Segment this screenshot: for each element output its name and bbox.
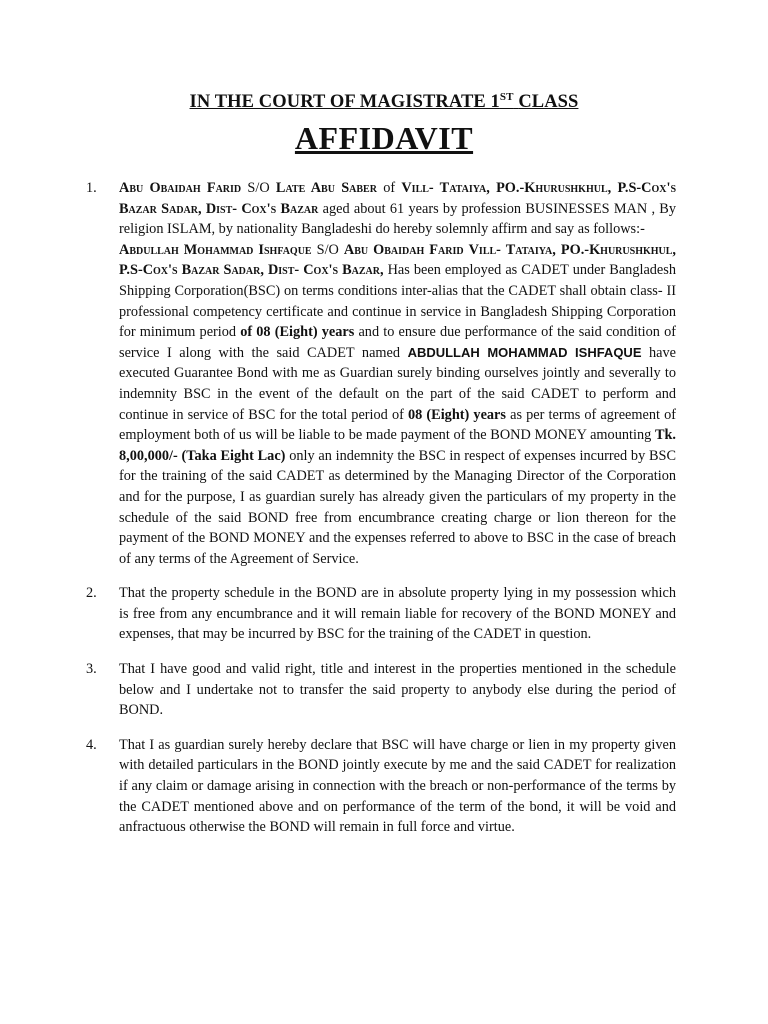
cadet-name-caps: ABDULLAH MOHAMMAD ISHFAQUE: [407, 344, 642, 360]
affidavit-list: [86, 178, 676, 838]
deponent-address: Vill- Tataiya, PO.-Khurushkhul, P.S-Cox's Bazar Sadar, Dist- Cox's Bazar: [119, 180, 677, 217]
list-item: [86, 178, 676, 569]
deponent-father: Late Abu Saber: [275, 180, 377, 196]
item-number: 1.: [86, 180, 97, 196]
item-text: That I as guardian surely hereby declare that BSC will have charge or lien in my property given with detailed particulars in the BOND jointly execute by me and the said CADET for realization if any claim or damage arising in connection with the breach or non-performance of the terms by the CADET mentioned above and on performance of the term of the bond, it will be void and anfractuous otherwise the BOND will remain in full force and virtue.: [119, 736, 676, 836]
cadet-paragraph: Abdullah Mohammad Ishfaque S/O Abu Obaidah Farid Vill- Tataiya, PO.-Khurushkhul, P.S-Cox's Bazar Sadar, Dist- Cox's Bazar, Has been employed as CADET under Bangladesh Shipping Corporation(BSC) on terms conditions inter-alias that the CADET shall obtain class- II professional competency certificate and continue in service in Bangladesh Shipping Corporation for minimum period of 08 (Eight) years and to ensure due performance of the said condition of service I along with the said CADET named ABDULLAH MOHAMMAD ISHFAQUE have executed Guarantee Bond with me as Guardian surely binding ourselves jointly and severally to indemnity BSC in the event of the default on the part of the said CADET to perform and continue in service of BSC for the total period of 08 (Eight) years as per terms of agreement of employment both of us will be liable to be made payment of the BOND MONEY amounting Tk. 8,00,000/- (Taka Eight Lac) only an indemnity the BSC in respect of expenses incurred by BSC for the training of the said CADET as determined by the Managing Director of the Corporation and for the purpose, I as guardian surely has already given the particulars of my property in the schedule of the said BOND free from encumbrance creating charge or lion thereon for the payment of the BOND MONEY and the expenses referred to above to BSC in the case of breach of any terms of the Agreement of Service.: [119, 241, 677, 567]
deponent-paragraph: Abu Obaidah Farid S/O Late Abu Saber of Vill- Tataiya, PO.-Khurushkhul, P.S-Cox's Bazar Sadar, Dist- Cox's Bazar aged about 61 years by profession BUSINESSES MAN , By religion ISLAM, by nationality Bangladeshi do hereby solemnly affirm and say as follows:-: [119, 180, 677, 238]
list-item: [86, 583, 676, 645]
court-ordinal-suffix: ST: [499, 91, 514, 103]
service-period: of 08 (Eight) years: [240, 324, 355, 341]
bond-amount: Tk. 8,00,000/- (Taka Eight Lac): [119, 427, 676, 464]
court-heading: IN THE COURT OF MAGISTRATE 1ST CLASS: [189, 91, 579, 112]
cadet-father: Abu Obaidah Farid: [343, 241, 464, 258]
list-item: [86, 735, 676, 838]
page-title: AFFIDAVIT: [294, 120, 474, 156]
item-number: 3.: [86, 661, 97, 678]
item-number: 4.: [86, 736, 97, 753]
total-period: 08 (Eight) years: [407, 406, 506, 423]
item-text: That I have good and valid right, title and interest in the properties mentioned in the schedule below and I undertake not to transfer the said property to anybody else during the period of BOND.: [119, 661, 676, 719]
list-item: [86, 659, 676, 721]
deponent-name: Abu Obaidah Farid: [119, 180, 242, 196]
item-number: 2.: [86, 585, 97, 602]
cadet-address: Khurushkhul, P.S-Cox's Bazar Sadar, Dist- Cox's Bazar,: [119, 241, 676, 279]
cadet-village: Vill- Tataiya, PO.-: [468, 241, 590, 258]
cadet-name: Abdullah Mohammad Ishfaque: [119, 241, 312, 258]
item-text: That the property schedule in the BOND are in absolute property lying in my possession which is free from any encumbrance and it will remain liable for recovery of the BOND MONEY and expenses, that may be incurred by BSC for the training of the CADET in question.: [119, 585, 676, 643]
